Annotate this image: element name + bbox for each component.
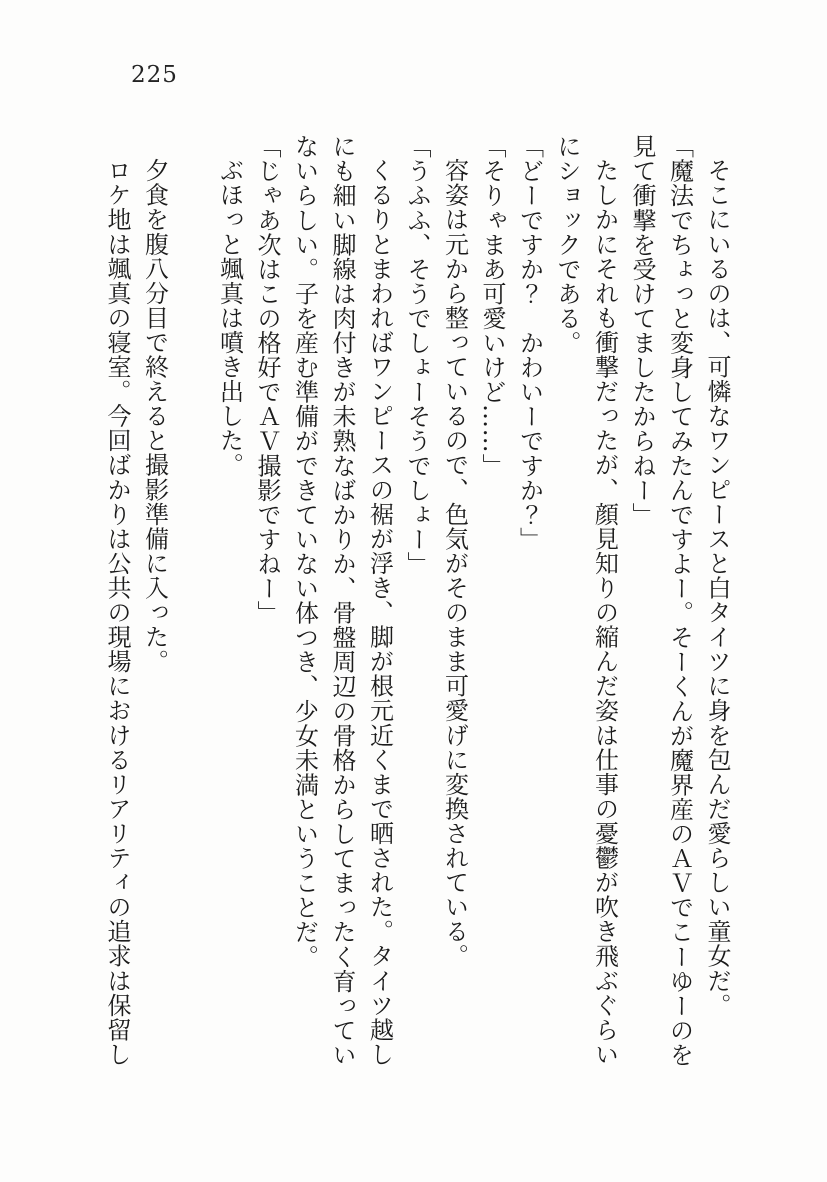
paragraph-dialogue: 「じゃあ次はこの格好でＡＶ撮影ですねー」 — [253, 134, 281, 625]
page-number: 225 — [131, 62, 178, 88]
paragraph-narration: ぶほっと颯真は噴き出した。 — [215, 158, 244, 478]
paragraph-narration: 夕食を腹八分目で終えると撮影準備に入った。 — [140, 158, 169, 674]
paragraph-narration: 容姿は元から整っているので、色気がそのまま可愛げに変換されている。 — [440, 158, 469, 969]
paragraph-narration: ロケ地は颯真の寝室。今回ばかりは公共の現場におけるリアリティの追求は保留し — [103, 158, 131, 1067]
body-text — [98, 134, 736, 1068]
paragraph-narration: たしかにそれも衝撃だったが、顔見知りの縮んだ姿は仕事の憂鬱が吹き飛ぶぐらいにショックである。 — [553, 134, 619, 1067]
paragraph-dialogue: 「魔法でちょっと変身してみたんですよー。そーくんが魔界産のＡＶでこーゆーのを見て衝撃を受けてましたからねー」 — [628, 134, 694, 1067]
paragraph-dialogue: 「そりゃまあ可愛いけど……」 — [478, 134, 506, 478]
paragraph-narration: そこにいるのは、可憐なワンピースと白タイツに身を包んだ愛らしい童女だ。 — [703, 158, 731, 1018]
paragraph-dialogue: 「うふふ、そうでしょーそうでしょー」 — [403, 134, 431, 576]
paragraph-narration: くるりとまわればワンピースの裾が浮き、脚が根元近くまで晒された。タイツ越しにも細い脚線は肉付きが未熟なばかりか、骨盤周辺の骨格からしてまったく育っていないらしい。子を産む準備ができていない体つき、少女未満ということだ。 — [290, 134, 394, 1067]
paragraph-dialogue: 「どーですか？ かわいーですか？」 — [515, 134, 544, 552]
